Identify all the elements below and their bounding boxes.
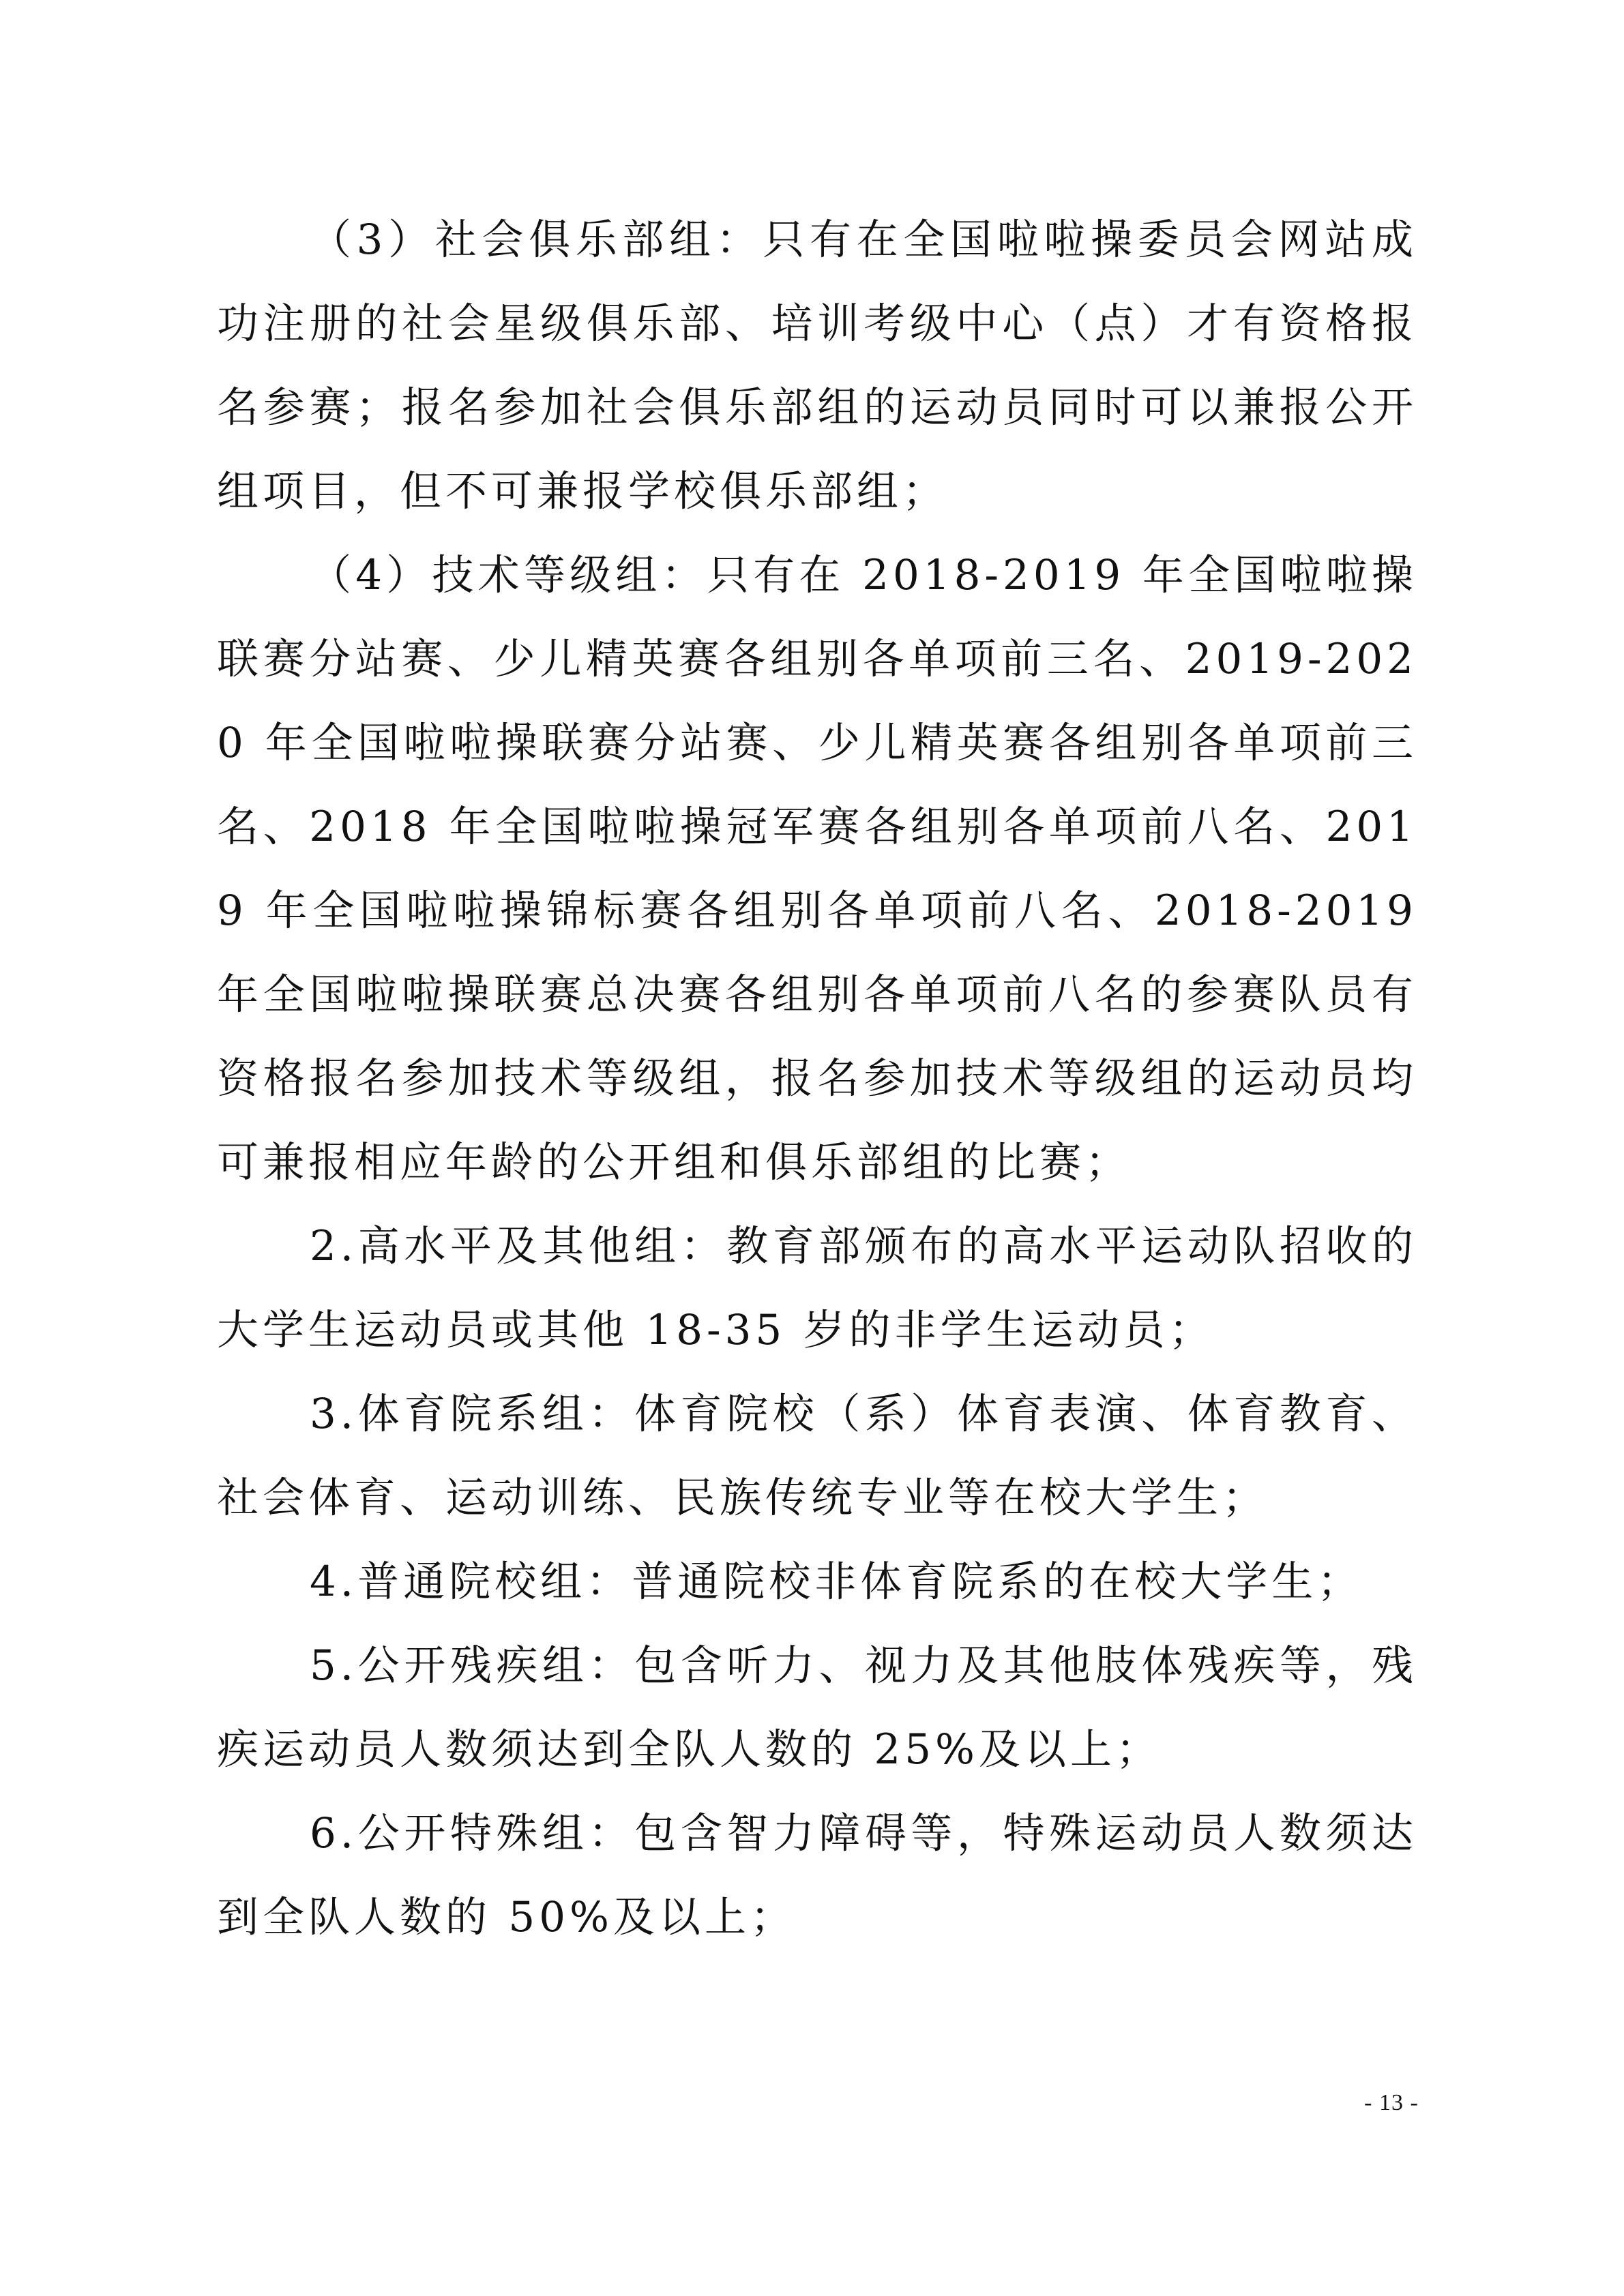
paragraph-general-college-group: 4.普通院校组：普通院校非体育院系的在校大学生； — [310, 1557, 1363, 1606]
page-number: - 13 - — [1364, 2090, 1419, 2115]
paragraph-open-disability-group: 5.公开残疾组：包含听力、视力及其他肢体残疾等，残疾运动员人数须达到全队人数的 25%及以上； — [217, 1641, 1417, 1774]
paragraph-high-level-group: 2.高水平及其他组：教育部颁布的高水平运动队招收的大学生运动员或其他 18-35 岁的非学生运动员； — [217, 1222, 1417, 1354]
paragraph-social-club-group: （3）社会俱乐部组：只有在全国啦啦操委员会网站成功注册的社会星级俱乐部、培训考级中心（点）才有资格报名参赛；报名参加社会俱乐部组的运动员同时可以兼报公开组项目，但不可兼报学校俱乐部组； — [217, 215, 1417, 516]
paragraph-open-special-group: 6.公开特殊组：包含智力障碍等，特殊运动员人数须达到全队人数的 50%及以上； — [217, 1809, 1417, 1941]
document-body — [217, 198, 1417, 1959]
paragraph-sports-college-group: 3.体育院系组：体育院校（系）体育表演、体育教育、社会体育、运动训练、民族传统专业等在校大学生； — [217, 1390, 1417, 1522]
paragraph-technical-level-group: （4）技术等级组：只有在 2018-2019 年全国啦啦操联赛分站赛、少儿精英赛各组别各单项前三名、2019-2020 年全国啦啦操联赛分站赛、少儿精英赛各组别各单项前三名、2018 年全国啦啦操冠军赛各组别各单项前八名、2019 年全国啦啦操锦标赛各组别各单项前八名、2018-2019 年全国啦啦操联赛总决赛各组别各单项前八名的参赛队员有资格报名参加技术等级组，报名参加技术等级组的运动员均可兼报相应年龄的公开组和俱乐部组的比赛； — [217, 551, 1417, 1187]
